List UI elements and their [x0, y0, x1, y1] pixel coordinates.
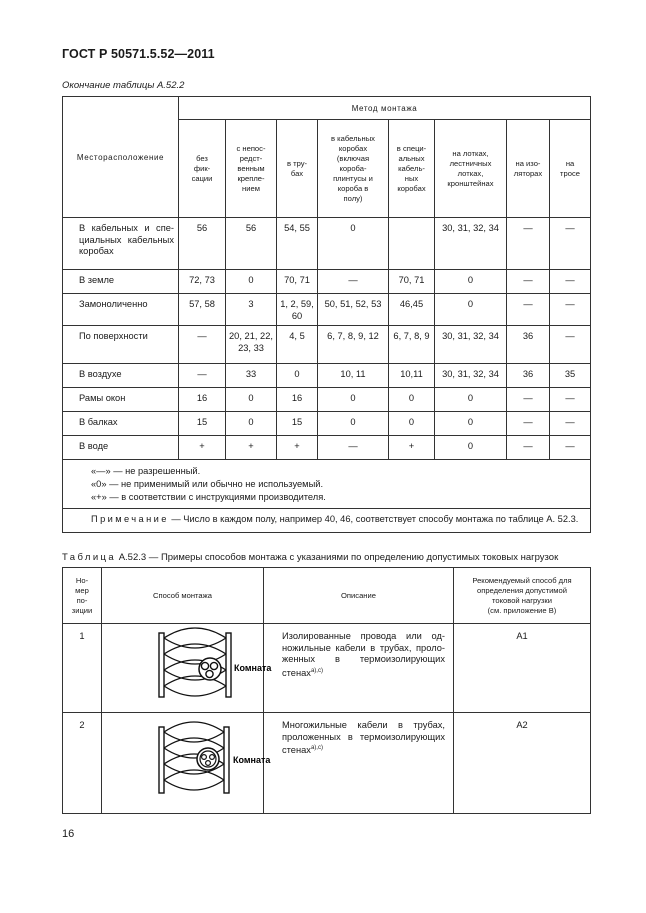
method-value: —	[318, 270, 389, 294]
multicore-conduit-in-insulated-wall-diagram	[102, 713, 271, 811]
recommended-header: Рекомендуемый способ для определения допустимой токовой нагрузки (см. приложение В)	[454, 568, 591, 624]
method-value: —	[507, 412, 550, 436]
table-row	[63, 294, 591, 326]
method-column-6: на лотках, лестничных лотках, кронштейнах	[435, 120, 507, 218]
method-value: 36	[507, 326, 550, 364]
installation-diagram-cell	[102, 713, 271, 814]
method-value: 0	[226, 270, 277, 294]
table-row	[63, 436, 591, 460]
method-value: —	[550, 218, 591, 270]
method-value: 0	[277, 364, 318, 388]
method-value: 15	[179, 412, 226, 436]
method-value: 1, 2, 59, 60	[277, 294, 318, 326]
legend-item: «+» — в соответствии с инструкциями производителя.	[91, 492, 326, 502]
description-header: Описание	[264, 568, 454, 624]
method-value: 50, 51, 52, 53	[318, 294, 389, 326]
method-value: 30, 31, 32, 34	[435, 218, 507, 270]
conduit-in-insulated-wall-diagram	[102, 624, 272, 710]
method-value: —	[550, 270, 591, 294]
row-location: По поверхности	[63, 326, 179, 364]
method-value: 0	[435, 412, 507, 436]
recommended-method: А2	[454, 713, 591, 814]
method-value: —	[550, 436, 591, 460]
table2-caption-text: А.52.3 — Примеры способов монтажа с указаниями по определению допустимых токовых нагрузок	[116, 552, 559, 563]
method-value: 0	[318, 412, 389, 436]
method-value: 0	[389, 412, 435, 436]
method-value: 16	[179, 388, 226, 412]
method-value: 0	[318, 388, 389, 412]
method-value: 0	[318, 218, 389, 270]
method-value: 72, 73	[179, 270, 226, 294]
method-column-1: без фик- сации	[179, 120, 226, 218]
note-cell	[63, 509, 591, 533]
method-value: 0	[226, 412, 277, 436]
room-label: Комната	[233, 755, 271, 765]
table2-caption	[62, 552, 558, 563]
method-value: —	[318, 436, 389, 460]
method-value: 6, 7, 8, 9, 12	[318, 326, 389, 364]
row-location: Замоноличенно	[63, 294, 179, 326]
method-value: 70, 71	[277, 270, 318, 294]
installation-examples-table	[62, 567, 591, 814]
table2-caption-label: Таблица	[62, 552, 117, 563]
row-location: Рамы окон	[63, 388, 179, 412]
method-value: 57, 58	[179, 294, 226, 326]
method-value: +	[179, 436, 226, 460]
position-number: 1	[63, 624, 102, 713]
method-value: —	[507, 270, 550, 294]
table-row	[63, 713, 591, 814]
method-column-7: на изо- ляторах	[507, 120, 550, 218]
method-value: —	[507, 218, 550, 270]
method-value: 6, 7, 8, 9	[389, 326, 435, 364]
row-location: В балках	[63, 412, 179, 436]
method-column-2: с непос- редст- венным крепле- нием	[226, 120, 277, 218]
method-value: 30, 31, 32, 34	[435, 326, 507, 364]
method-value	[389, 218, 435, 270]
method-value: —	[179, 364, 226, 388]
note-label: Примечание	[91, 514, 169, 524]
position-number: 2	[63, 713, 102, 814]
table-row	[63, 624, 591, 713]
table-row	[63, 364, 591, 388]
installation-diagram-cell	[102, 624, 272, 713]
row-location: В воздухе	[63, 364, 179, 388]
legend-cell	[63, 460, 591, 509]
method-value: 15	[277, 412, 318, 436]
method-column-3: в тру- бах	[277, 120, 318, 218]
number-header: Но- мер по- зиции	[63, 568, 102, 624]
page-number: 16	[62, 828, 75, 840]
legend-item: «0» — не применимый или обычно не используемый.	[91, 479, 324, 489]
table-row	[63, 412, 591, 436]
method-value: 0	[389, 388, 435, 412]
method-value: 36	[507, 364, 550, 388]
row-location: В земле	[63, 270, 179, 294]
method-value: —	[179, 326, 226, 364]
method-value: +	[226, 436, 277, 460]
method-value: —	[550, 388, 591, 412]
method-value: 33	[226, 364, 277, 388]
method-value: 10,11	[389, 364, 435, 388]
method-value: 35	[550, 364, 591, 388]
method-value: 54, 55	[277, 218, 318, 270]
method-column-4: в кабельных коробах (включая короба- плинтусы и короба в полу)	[318, 120, 389, 218]
method-value: 20, 21, 22, 23, 33	[226, 326, 277, 364]
method-value: 70, 71	[389, 270, 435, 294]
method-value: 0	[435, 436, 507, 460]
method-value: 0	[435, 388, 507, 412]
description-cell: Многожильные кабели в трубах, проложенных в термоизолирующих стенах$^{а),с)}$	[264, 713, 454, 814]
method-value: 56	[179, 218, 226, 270]
method-value: 10, 11	[318, 364, 389, 388]
document-header: ГОСТ Р 50571.5.52—2011	[62, 47, 215, 61]
installation-methods-table	[62, 96, 591, 533]
method-column-header: Способ монтажа	[102, 568, 264, 624]
row-location: В кабельных и спе-циальных кабельных коробах	[63, 218, 179, 270]
method-value: 56	[226, 218, 277, 270]
method-value: 0	[226, 388, 277, 412]
description-cell: Изолированные провода или од-ножильные кабели в трубах, проло-женных в термоизолирующих стенах$^{а),с)}$	[264, 624, 454, 713]
row-location: В воде	[63, 436, 179, 460]
method-value: —	[507, 436, 550, 460]
method-value: —	[507, 294, 550, 326]
method-value: —	[550, 412, 591, 436]
table-continuation-label: Окончание таблицы А.52.2	[62, 80, 185, 91]
room-label: Комната	[234, 663, 272, 673]
table-row	[63, 388, 591, 412]
note-text: — Число в каждом полу, например 40, 46, соответствует способу монтажа по таблице А. 52.3.	[168, 514, 579, 524]
method-value: 0	[435, 270, 507, 294]
method-column-8: на тросе	[550, 120, 591, 218]
table1-body	[63, 218, 591, 460]
method-value: 0	[435, 294, 507, 326]
legend-item: «—» — не разрешенный.	[91, 466, 201, 476]
recommended-method: А1	[454, 624, 591, 713]
method-value: —	[550, 294, 591, 326]
method-value: 4, 5	[277, 326, 318, 364]
method-value: 3	[226, 294, 277, 326]
method-value: 30, 31, 32, 34	[435, 364, 507, 388]
location-header: Месторасположение	[63, 97, 179, 218]
method-value: —	[507, 388, 550, 412]
method-header: Метод монтажа	[179, 97, 591, 120]
method-value: +	[389, 436, 435, 460]
table-row	[63, 270, 591, 294]
table-row	[63, 326, 591, 364]
method-value: +	[277, 436, 318, 460]
table-row	[63, 218, 591, 270]
method-value: 46,45	[389, 294, 435, 326]
method-value: —	[550, 326, 591, 364]
method-value: 16	[277, 388, 318, 412]
method-column-5: в специ- альных кабель- ных коробах	[389, 120, 435, 218]
